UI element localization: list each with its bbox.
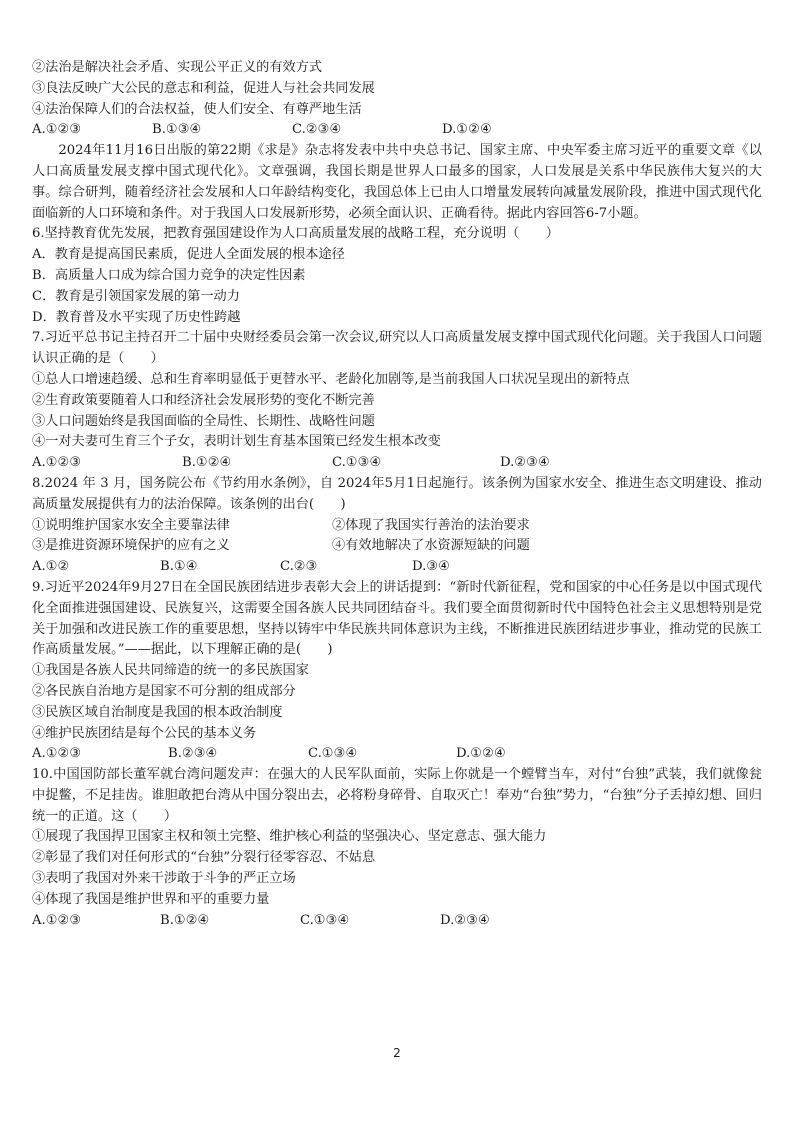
option-c: C.②③④ xyxy=(292,122,342,138)
q6-option-a: A．教育是提高国民素质，促进人全面发展的根本途径 xyxy=(32,247,345,263)
option-d: D.①②④ xyxy=(456,746,506,762)
q10-item-3: ③表明了我国对外来干涉敢于斗争的严正立场 xyxy=(32,871,296,887)
statement-3: ③良法反映广大公民的意志和利益，促进人与社会共同发展 xyxy=(32,80,375,96)
q9-item-4: ④维护民族团结是每个公民的基本义务 xyxy=(32,725,257,741)
answer-options-q5 xyxy=(32,120,762,141)
statement-4: ④法治保障人们的合法权益，使人们安全、有尊严地生活 xyxy=(32,101,362,117)
answer-options-q9 xyxy=(32,744,762,765)
option-a: A.①②③ xyxy=(32,912,82,928)
reading-passage: 2024年11月16日出版的第22期《求是》杂志将发表中共中央总书记、国家主席、中央军委主席习近平的重要文章《以人口高质量发展支撑中国式现代化》。文章强调，我国长期是世界人口最多的国家，人口发展是关系中华民族伟大复兴的大事。综合研判，随着经济社会发展和人口年龄结构变化，我国总体上已由人口增量发展转向减量发展阶段，推进中国式现代化面临新的人口环境和条件。对于我国人口发展新形势，必须全面认识、正确看待。据此内容回答6-7小题。 xyxy=(32,143,762,221)
q10-item-1: ①展现了我国捍卫国家主权和领土完整、维护核心利益的坚强决心、坚定意志、强大能力 xyxy=(32,829,547,845)
q7-item-1: ①总人口增速趋缓、总和生育率明显低于更替水平、老龄化加剧等,是当前我国人口状况呈现出的新特点 xyxy=(32,371,630,387)
option-b: B.①③④ xyxy=(152,122,202,138)
question-7-stem: 7.习近平总书记主持召开二十届中央财经委员会第一次会议,研究以人口高质量发展支撑中国式现代化问题。关于我国人口问题认识正确的是（ ） xyxy=(32,330,762,367)
q7-item-3: ③人口问题始终是我国面临的全局性、长期性、战略性问题 xyxy=(32,413,375,429)
q8-items-row-2 xyxy=(32,536,762,557)
option-d: D.①②④ xyxy=(442,122,492,138)
option-b: B.②③④ xyxy=(168,746,218,762)
option-d: D.②③④ xyxy=(440,912,490,928)
statement-2: ②法治是解决社会矛盾、实现公平正义的有效方式 xyxy=(32,60,323,75)
option-a: A.①② xyxy=(32,559,70,575)
option-d: D.③④ xyxy=(412,559,450,575)
option-c: C.①③④ xyxy=(300,912,350,928)
q9-item-2: ②各民族自治地方是国家不可分割的组成部分 xyxy=(32,683,296,699)
q7-item-2: ②生育政策要随着人口和经济社会发展形势的变化不断完善 xyxy=(32,392,375,408)
option-c: C.②③ xyxy=(280,559,318,575)
exam-page xyxy=(32,58,762,931)
question-10-stem: 10.中国国防部长董军就台湾问题发声：在强大的人民军队面前，实际上你就是一个螳臂当车，对付“台独”武装，我们就像瓮中捉鳖，不足挂齿。谁胆敢把台湾从中国分裂出去，必将粉身碎骨、自取灭亡！奉劝“台独”势力，“台独”分子丢掉幻想、回归统一的正道。这（ ） xyxy=(32,767,762,824)
q8-item-4: ④有效地解决了水资源短缺的问题 xyxy=(332,538,530,554)
option-a: A.①②③ xyxy=(32,455,82,471)
answer-options-q7 xyxy=(32,453,762,474)
page-number: 2 xyxy=(393,1046,401,1060)
question-8-stem: 8.2024 年 3 月，国务院公布《节约用水条例》，自 2024年5月1日起施行。该条例为国家水安全、推进生态文明建设、推动高质量发展提供有力的法治保障。该条例的出台( ) xyxy=(32,475,762,512)
option-c: C.①③④ xyxy=(332,455,382,471)
q10-item-4: ④体现了我国是维护世界和平的重要力量 xyxy=(32,891,270,907)
q8-item-1: ①说明维护国家水安全主要靠法律 xyxy=(32,517,230,533)
q8-item-2: ②体现了我国实行善治的法治要求 xyxy=(332,517,530,533)
option-c: C.①③④ xyxy=(308,746,358,762)
q9-item-1: ①我国是各族人民共同缔造的统一的多民族国家 xyxy=(32,663,309,679)
question-6-stem: 6.坚持教育优先发展，把教育强国建设作为人口高质量发展的战略工程，充分说明（ ） xyxy=(32,226,559,242)
option-a: A.①②③ xyxy=(32,122,82,138)
q7-item-4: ④一对夫妻可生育三个子女，表明计划生育基本国策已经发生根本改变 xyxy=(32,434,441,450)
q8-items-row-1 xyxy=(32,516,762,537)
answer-options-q8 xyxy=(32,557,762,578)
option-a: A.①②③ xyxy=(32,746,82,762)
q6-option-d: D．教育普及水平实现了历史性跨越 xyxy=(32,309,241,325)
q6-option-b: B．高质量人口成为综合国力竞争的决定性因素 xyxy=(32,267,306,283)
q8-item-3: ③是推进资源环境保护的应有之义 xyxy=(32,538,230,554)
q6-option-c: C．教育是引领国家发展的第一动力 xyxy=(32,288,240,304)
q9-item-3: ③民族区域自治制度是我国的根本政治制度 xyxy=(32,704,283,720)
option-b: B.①②④ xyxy=(182,455,232,471)
answer-options-q10 xyxy=(32,911,762,932)
option-b: B.①②④ xyxy=(160,912,210,928)
q10-item-2: ②彰显了我们对任何形式的“台独”分裂行径零容忍、不姑息 xyxy=(32,850,376,866)
question-9-stem: 9.习近平2024年9月27日在全国民族团结进步表彰大会上的讲话提到：“新时代新征程，党和国家的中心任务是以中国式现代化全面推进强国建设、民族复兴，这需要全国各族人民共同团结奋斗。我们要全面贯彻新时代中国特色社会主义思想特别是党关于加强和改进民族工作的重要思想，坚持以铸牢中华民族共同体意识为主线，不断推进民族团结进步事业，推动党的民族工作高质量发展。”——据此，以下理解正确的是( ) xyxy=(32,579,762,658)
option-b: B.①④ xyxy=(160,559,198,575)
option-d: D.②③④ xyxy=(500,455,550,471)
